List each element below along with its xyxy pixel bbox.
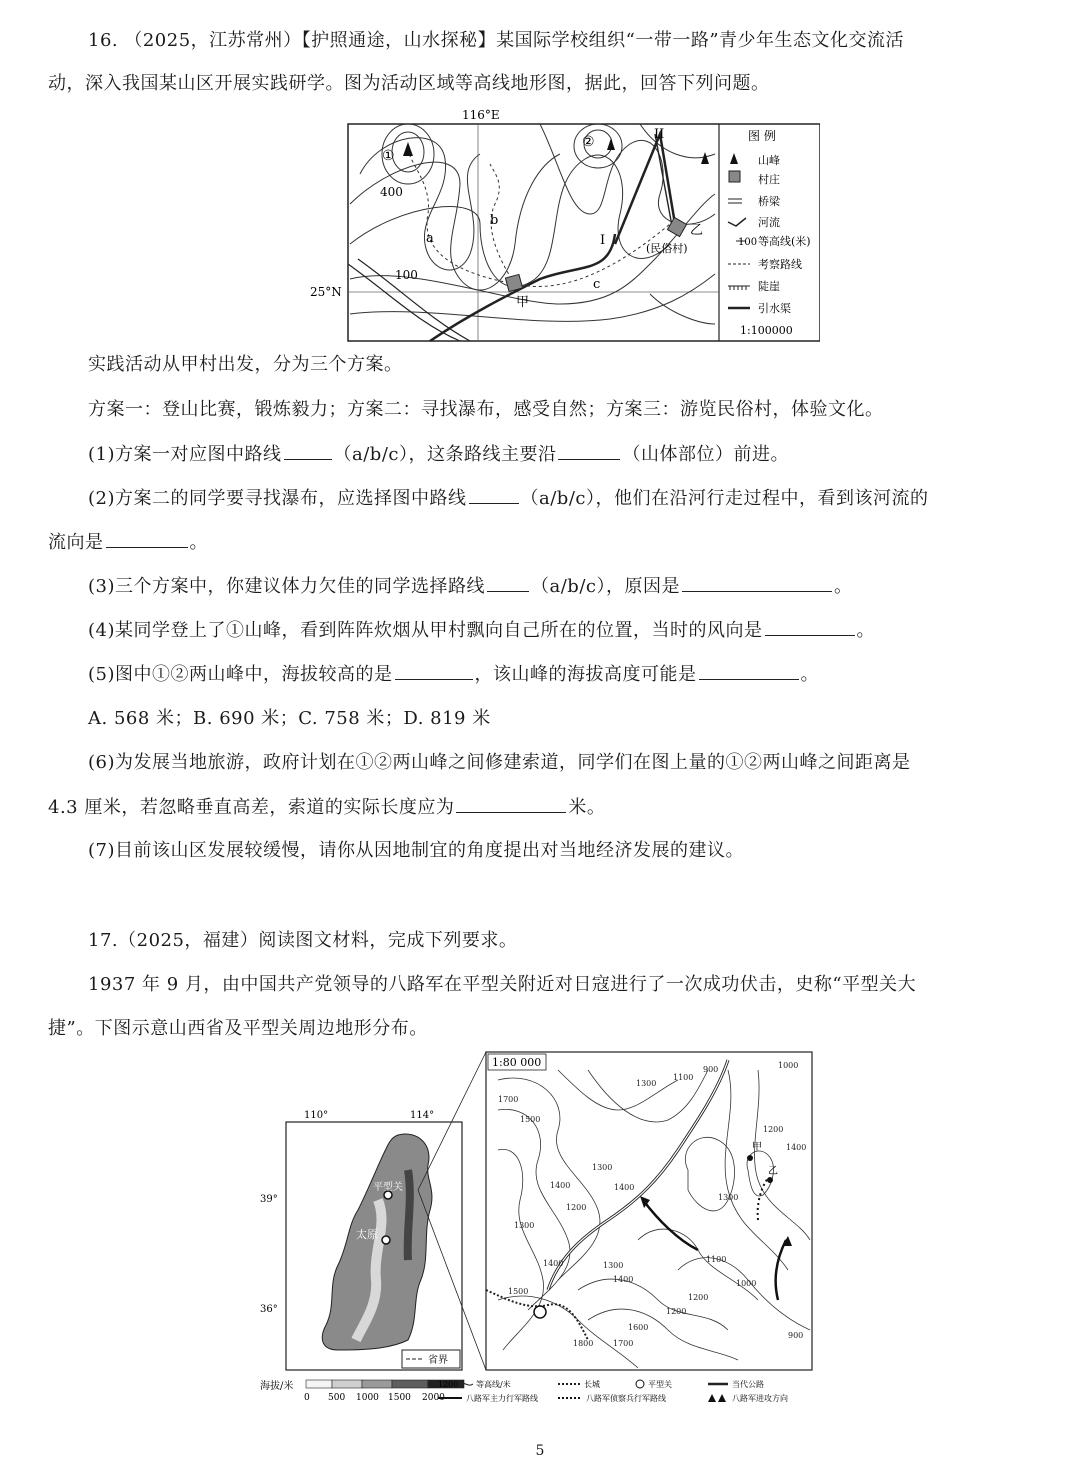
- svg-text:1400: 1400: [543, 1259, 564, 1268]
- q17-text-line2: 捷”。下图示意山西省及平型关周边地形分布。: [48, 1018, 428, 1039]
- svg-text:1400: 1400: [550, 1181, 571, 1190]
- q16-part3: (3)三个方案中，你建议体力欠佳的同学选择路线 （a/b/c），原因是 。: [88, 573, 852, 600]
- svg-text:陡崖: 陡崖: [758, 280, 780, 293]
- route-c-label: c: [593, 277, 601, 292]
- svg-text:考察路线: 考察路线: [758, 258, 802, 271]
- q16-contour-map: [310, 104, 820, 342]
- lat-39: 39°: [260, 1194, 278, 1205]
- q16-part1: (1)方案一对应图中路线 （a/b/c），这条路线主要沿 （山体部位）前进。: [88, 441, 789, 468]
- yi-label: 乙: [768, 1166, 778, 1177]
- svg-text:等高线(米): 等高线(米): [758, 235, 811, 248]
- svg-text:900: 900: [703, 1065, 719, 1074]
- q16-intro-line1: 16. （2025，江苏常州）【护照通途，山水探秘】某国际学校组织“一带一路”青少年生态文化交流活: [88, 30, 905, 51]
- page-number: 5: [535, 1443, 545, 1459]
- svg-text:八路军进攻方向: 八路军进攻方向: [732, 1394, 788, 1403]
- contour-100-label: 100: [395, 268, 418, 282]
- svg-text:1000: 1000: [778, 1061, 799, 1070]
- lon-114: 114°: [410, 1110, 435, 1121]
- svg-text:1300: 1300: [603, 1261, 624, 1270]
- lon-110: 110°: [304, 1110, 329, 1121]
- boundary-label: 省界: [428, 1355, 448, 1366]
- svg-text:1400: 1400: [786, 1143, 807, 1152]
- q16-part7: (7)目前该山区发展较缓慢，请你从因地制宜的角度提出对当地经济发展的建议。: [88, 840, 744, 861]
- svg-text:1100: 1100: [673, 1073, 694, 1082]
- svg-text:1700: 1700: [498, 1095, 519, 1104]
- svg-text:1100: 1100: [706, 1255, 727, 1264]
- svg-text:900: 900: [788, 1331, 804, 1340]
- answer-blank-3b[interactable]: [682, 573, 832, 592]
- svg-text:引水渠: 引水渠: [758, 302, 791, 315]
- svg-text:1200: 1200: [688, 1293, 709, 1302]
- contour-400-label: 400: [380, 185, 403, 199]
- svg-text:1800: 1800: [573, 1339, 594, 1348]
- q17-intro: 17.（2025，福建）阅读图文材料，完成下列要求。: [88, 930, 518, 951]
- answer-blank-5b[interactable]: [699, 661, 799, 680]
- elev-label: 海拔/米: [260, 1381, 294, 1392]
- answer-blank-1b[interactable]: [558, 441, 620, 460]
- svg-text:长城: 长城: [584, 1380, 600, 1389]
- q16-start-text: 实践活动从甲村出发，分为三个方案。: [88, 354, 403, 375]
- answer-blank-4[interactable]: [765, 617, 855, 636]
- elev-tick-500: 500: [328, 1393, 346, 1403]
- answer-blank-3a[interactable]: [487, 573, 529, 592]
- route-b-label: b: [490, 213, 499, 228]
- svg-text:1300: 1300: [592, 1163, 613, 1172]
- detail-scale: 1:80 000: [492, 1056, 542, 1069]
- elev-tick-2000: 2000: [422, 1393, 445, 1403]
- elev-tick-1000: 1000: [356, 1393, 379, 1403]
- svg-text:1400: 1400: [613, 1275, 634, 1284]
- svg-text:1500: 1500: [520, 1115, 541, 1124]
- q16-part4: (4)某同学登上了①山峰，看到阵阵炊烟从甲村飘向自己所在的位置，当时的风向是 。: [88, 617, 875, 644]
- answer-blank-6[interactable]: [456, 794, 566, 813]
- q16-part5-options: A. 568 米；B. 690 米；C. 758 米；D. 819 米: [88, 708, 491, 729]
- answer-blank-1a[interactable]: [284, 441, 332, 460]
- village-jia-icon: [505, 274, 522, 291]
- svg-text:图 例: 图 例: [748, 129, 776, 143]
- svg-text:山峰: 山峰: [758, 154, 780, 167]
- svg-text:河流: 河流: [758, 216, 780, 229]
- q16-plans-text: 方案一：登山比赛，锻炼毅力；方案二：寻找瀑布，感受自然；方案三：游览民俗村，体验文化。: [88, 399, 884, 420]
- peak1-label: ①: [382, 148, 395, 164]
- pass-icon: [534, 1306, 546, 1318]
- svg-text:1400: 1400: [614, 1183, 635, 1192]
- village-jia-label: 甲: [516, 295, 530, 310]
- answer-blank-2a[interactable]: [469, 485, 519, 504]
- route-a-label: a: [426, 231, 434, 246]
- elev-tick-0: 0: [304, 1393, 310, 1403]
- pingxingguan-label: 平型关: [373, 1182, 403, 1193]
- svg-text:1200: 1200: [438, 1380, 459, 1389]
- q16-part2-cont: 流向是 。: [48, 529, 208, 556]
- jia-label: 甲: [752, 1142, 762, 1153]
- svg-text:1200: 1200: [763, 1125, 784, 1134]
- detail-frame: [486, 1052, 812, 1370]
- svg-text:1200: 1200: [566, 1203, 587, 1212]
- q16-part6-cont: 4.3 厘米，若忽略垂直高差，索道的实际长度应为 米。: [48, 794, 605, 821]
- waypoint-I-label: I: [600, 233, 606, 248]
- svg-text:桥梁: 桥梁: [758, 195, 780, 208]
- svg-text:1300: 1300: [636, 1079, 657, 1088]
- taiyuan-label: 太原: [356, 1228, 378, 1241]
- q17-shanxi-map: [258, 1050, 818, 1404]
- elev-tick-1500: 1500: [388, 1393, 411, 1403]
- svg-text:八路军侦察兵行军路线: 八路军侦察兵行军路线: [586, 1394, 666, 1403]
- lat-36: 36°: [260, 1304, 278, 1315]
- q16-part2: (2)方案二的同学要寻找瀑布，应选择图中路线 （a/b/c），他们在沿河行走过程中，看到该河流的: [88, 485, 928, 512]
- village-yi-label: 乙: [690, 223, 704, 238]
- svg-text:等高线/米: 等高线/米: [476, 1380, 511, 1389]
- answer-blank-2b[interactable]: [106, 529, 188, 548]
- svg-text:1000: 1000: [736, 1279, 757, 1288]
- q16-intro-line2: 动，深入我国某山区开展实践研学。图为活动区域等高线地形图，据此，回答下列问题。: [48, 73, 770, 94]
- lat-label: 25°N: [310, 285, 342, 299]
- q17-text-line1: 1937 年 9 月，由中国共产党领导的八路军在平型关附近对日寇进行了一次成功伏击，史称“平型关大: [88, 974, 917, 995]
- q17-legend: [438, 1379, 788, 1403]
- svg-text:1:100000: 1:100000: [740, 324, 793, 337]
- svg-text:平型关: 平型关: [648, 1380, 672, 1389]
- answer-blank-5a[interactable]: [395, 661, 473, 680]
- peak2-label: ②: [582, 134, 595, 150]
- folk-village-label: (民俗村): [646, 242, 688, 255]
- svg-text:村庄: 村庄: [758, 173, 780, 186]
- svg-text:当代公路: 当代公路: [732, 1380, 764, 1389]
- svg-text:1500: 1500: [508, 1287, 529, 1296]
- svg-text:1200: 1200: [666, 1307, 687, 1316]
- svg-text:100: 100: [738, 237, 758, 248]
- q16-part5: (5)图中①②两山峰中，海拔较高的是 ，该山峰的海拔高度可能是 。: [88, 661, 819, 688]
- svg-text:1600: 1600: [628, 1323, 649, 1332]
- waypoint-II-label: II: [654, 127, 665, 142]
- svg-text:1700: 1700: [613, 1339, 634, 1348]
- svg-text:1300: 1300: [718, 1193, 739, 1202]
- lon-label: 116°E: [462, 108, 500, 122]
- svg-text:八路军主力行军路线: 八路军主力行军路线: [466, 1394, 538, 1403]
- q16-part6: (6)为发展当地旅游，政府计划在①②两山峰之间修建索道，同学们在图上量的①②两山峰之间距离是: [88, 752, 911, 773]
- svg-text:1300: 1300: [514, 1221, 535, 1230]
